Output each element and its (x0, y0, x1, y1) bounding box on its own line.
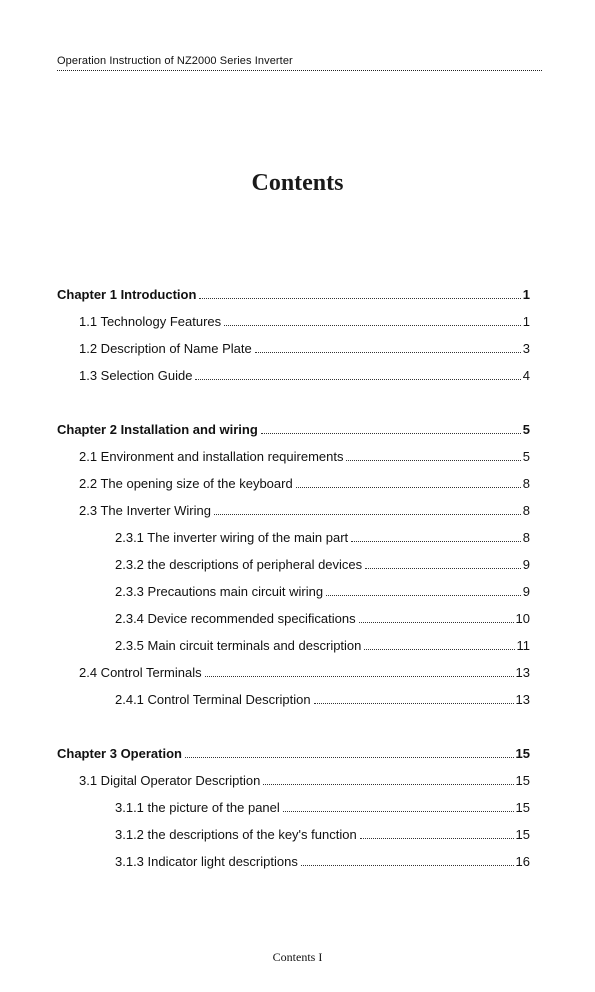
dot-leader (296, 486, 521, 488)
toc-entry-1-1[interactable] (57, 312, 530, 339)
toc-page-number: 10 (515, 611, 530, 626)
toc-page-number: 8 (522, 476, 530, 491)
toc-entry-label: 3.1.1 the picture of the panel (115, 800, 280, 815)
dot-leader (351, 540, 521, 542)
toc-entry-2-3-3[interactable] (57, 582, 530, 609)
toc-entry-2-3-5[interactable] (57, 636, 530, 663)
toc-entry-2-4[interactable] (57, 663, 530, 690)
toc-entry-2-4-1[interactable] (57, 690, 530, 717)
dot-leader (314, 702, 514, 704)
toc-page-number: 16 (515, 854, 530, 869)
toc-entry-label: 2.2 The opening size of the keyboard (79, 476, 293, 491)
toc-entry-label: 2.4.1 Control Terminal Description (115, 692, 311, 707)
toc-entry-2-3-4[interactable] (57, 609, 530, 636)
dot-leader (346, 459, 520, 461)
toc-page-number: 9 (522, 557, 530, 572)
toc-page-number: 13 (515, 692, 530, 707)
dot-leader (283, 810, 514, 812)
toc-entry-3-1-2[interactable] (57, 825, 530, 852)
dot-leader (195, 378, 520, 380)
toc-entry-label: Chapter 3 Operation (57, 746, 182, 761)
toc-entry-3-1[interactable] (57, 771, 530, 798)
dot-leader (365, 567, 521, 569)
toc-entry-2-3-1[interactable] (57, 528, 530, 555)
dot-leader (301, 864, 514, 866)
page-title: Contents (251, 170, 344, 196)
toc-chapter-1[interactable] (57, 285, 530, 312)
toc-entry-2-3[interactable] (57, 501, 530, 528)
dot-leader (214, 513, 521, 515)
toc-page-number: 15 (515, 773, 530, 788)
toc-entry-label: 3.1.2 the descriptions of the key's function (115, 827, 357, 842)
toc-chapter-3[interactable] (57, 744, 530, 771)
dot-leader (326, 594, 521, 596)
dot-leader (199, 297, 520, 299)
toc-page-number: 15 (515, 827, 530, 842)
toc-entry-2-2[interactable] (57, 474, 530, 501)
toc-entry-label: 1.3 Selection Guide (79, 368, 193, 383)
toc-entry-label: Chapter 2 Installation and wiring (57, 422, 258, 437)
dot-leader (360, 837, 514, 839)
toc-entry-label: 1.1 Technology Features (79, 314, 222, 329)
toc-entry-label: 2.3.2 the descriptions of peripheral devices (115, 557, 363, 572)
page-footer: Contents I (272, 950, 323, 964)
toc-page-number: 15 (515, 800, 530, 815)
dot-leader (255, 351, 521, 353)
toc-entry-label: 3.1.3 Indicator light descriptions (115, 854, 298, 869)
toc-page-number: 11 (516, 638, 530, 653)
toc-entry-label: 2.3.5 Main circuit terminals and description (115, 638, 362, 653)
toc-chapter-2[interactable] (57, 420, 530, 447)
dot-leader (224, 324, 521, 326)
toc-page-number: 5 (522, 422, 530, 437)
running-header: Operation Instruction of NZ2000 Series Inverter (57, 55, 542, 71)
toc-entry-3-1-3[interactable] (57, 852, 530, 879)
toc-entry-2-1[interactable] (57, 447, 530, 474)
dot-leader (261, 432, 521, 434)
toc-page-number: 8 (522, 503, 530, 518)
toc-page-number: 1 (522, 287, 530, 302)
toc-page-number: 3 (522, 341, 530, 356)
toc-entry-label: 2.3.4 Device recommended specifications (115, 611, 356, 626)
table-of-contents (57, 285, 530, 879)
toc-entry-label: 1.2 Description of Name Plate (79, 341, 252, 356)
toc-page-number: 8 (522, 530, 530, 545)
toc-entry-label: 2.3.3 Precautions main circuit wiring (115, 584, 324, 599)
toc-entry-label: 3.1 Digital Operator Description (79, 773, 261, 788)
section-gap (57, 717, 530, 744)
toc-entry-1-2[interactable] (57, 339, 530, 366)
toc-entry-label: 2.3 The Inverter Wiring (79, 503, 211, 518)
dot-leader (359, 621, 514, 623)
dot-leader (263, 783, 513, 785)
toc-entry-2-3-2[interactable] (57, 555, 530, 582)
section-gap (57, 393, 530, 420)
toc-page-number: 13 (515, 665, 530, 680)
toc-entry-1-3[interactable] (57, 366, 530, 393)
toc-page-number: 9 (522, 584, 530, 599)
toc-page-number: 5 (522, 449, 530, 464)
dot-leader (205, 675, 514, 677)
toc-entry-label: 2.1 Environment and installation requirements (79, 449, 344, 464)
toc-entry-label: 2.4 Control Terminals (79, 665, 202, 680)
toc-entry-label: Chapter 1 Introduction (57, 287, 197, 302)
dot-leader (185, 756, 514, 758)
toc-entry-label: 2.3.1 The inverter wiring of the main part (115, 530, 349, 545)
dot-leader (364, 648, 514, 650)
toc-page-number: 15 (515, 746, 530, 761)
toc-entry-3-1-1[interactable] (57, 798, 530, 825)
toc-page-number: 4 (522, 368, 530, 383)
toc-page-number: 1 (522, 314, 530, 329)
